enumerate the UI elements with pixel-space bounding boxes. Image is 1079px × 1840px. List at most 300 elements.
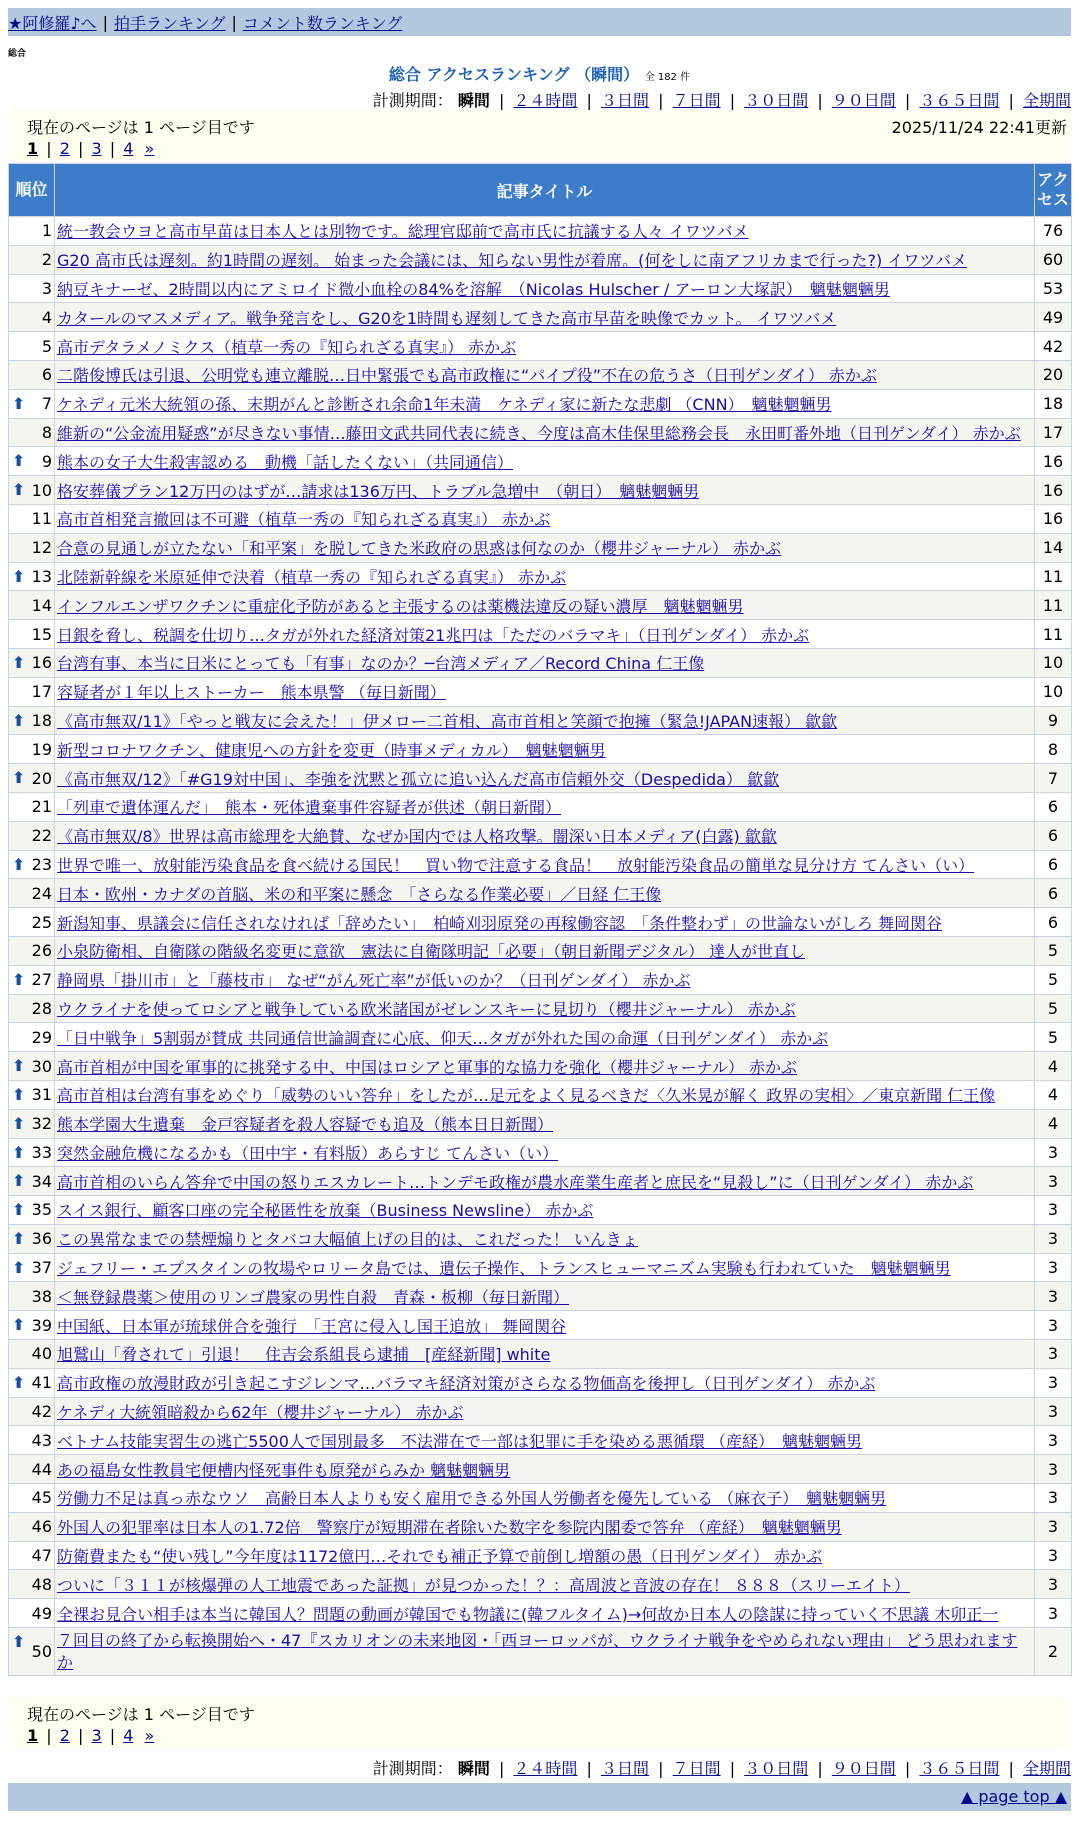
access-count: 16 (1035, 504, 1072, 533)
access-count: 18 (1035, 389, 1072, 418)
article-link[interactable]: ウクライナを使ってロシアと戦争している欧米諸国がゼレンスキーに見切り（櫻井ジャーナル） 赤かぶ (57, 999, 796, 1019)
table-row (9, 620, 1072, 649)
rank-cell (9, 1052, 55, 1081)
rank-number: 1 (41, 221, 52, 241)
table-row (9, 764, 1072, 793)
rank-cell (9, 735, 55, 764)
title-cell (55, 1282, 1035, 1311)
rank-cell (9, 1224, 55, 1253)
title-cell (55, 908, 1035, 937)
access-count: 3 (1035, 1138, 1072, 1167)
rank-number: 19 (31, 739, 52, 759)
page-link-2[interactable]: 2 (59, 1726, 70, 1745)
rank-cell (9, 1109, 55, 1138)
page-status: 現在のページは 1 ページ目です (27, 1705, 255, 1724)
title-cell (55, 965, 1035, 994)
title-cell (55, 936, 1035, 965)
rank-number: 12 (31, 538, 52, 558)
title-cell (55, 1570, 1035, 1599)
table-row (9, 1541, 1072, 1570)
article-link[interactable]: 台湾有事、本当に日米にとっても「有事」なのか？─台湾メディア／Record China 仁王像 (57, 654, 705, 674)
article-link[interactable]: 高市首相が中国を軍事的に挑発する中、中国はロシアと軍事的な協力を強化（櫻井ジャーナル） 赤かぶ (57, 1057, 797, 1077)
rank-up-arrow-icon: ⬆ (12, 1315, 26, 1335)
rank-number: 42 (31, 1402, 52, 1422)
title-cell (55, 792, 1035, 821)
table-row (9, 360, 1072, 389)
period-selector-bottom: 計測期間： 瞬間 | ２４時間 | ３日間 | ７日間 | ３０日間 | ９０日間 | ３６５日間 | 全期間 (372, 1759, 1071, 1778)
rank-number: 25 (31, 912, 52, 932)
access-count: 53 (1035, 274, 1072, 303)
rank-cell (9, 504, 55, 533)
access-count: 4 (1035, 1080, 1072, 1109)
title-cell (55, 1628, 1035, 1676)
table-row (9, 1484, 1072, 1513)
title-cell (55, 1052, 1035, 1081)
article-link[interactable]: 合意の見通しが立たない「和平案」を脱してきた米政府の思惑は何なのか（櫻井ジャーナル） 赤かぶ (57, 539, 781, 559)
article-link[interactable]: 高市政権の放漫財政が引き起こすジレンマ…バラマキ経済対策がさらなる物価高を後押し（日刊ゲンダイ） 赤かぶ (57, 1374, 876, 1394)
rank-number: 5 (41, 336, 52, 356)
rank-number: 16 (31, 653, 52, 673)
rank-number: 3 (41, 278, 52, 298)
title-cell (55, 1541, 1035, 1570)
rank-cell (9, 1455, 55, 1484)
title-cell (55, 1167, 1035, 1196)
title-cell (55, 620, 1035, 649)
rank-number: 27 (31, 970, 52, 990)
period-90d-link[interactable]: ９０日間 (831, 1759, 896, 1778)
access-count: 16 (1035, 476, 1072, 505)
article-link[interactable]: あの福島女性教員宅便槽内怪死事件も原発がらみか 魑魅魍魎男 (57, 1460, 511, 1480)
rank-number: 20 (31, 768, 52, 788)
access-count: 3 (1035, 1311, 1072, 1340)
pagination: 1 | 2 | 3 | 4 » (27, 139, 155, 158)
page-title-text: 総合 アクセスランキング （瞬間） (388, 65, 640, 84)
table-row (9, 1052, 1072, 1081)
access-count: 11 (1035, 562, 1072, 591)
access-count: 3 (1035, 1253, 1072, 1282)
rank-cell (9, 591, 55, 620)
period-30d-link[interactable]: ３０日間 (744, 91, 809, 110)
rank-number: 24 (31, 883, 52, 903)
period-7d-link[interactable]: ７日間 (672, 1759, 721, 1778)
rank-number: 38 (31, 1286, 52, 1306)
article-link[interactable]: 全裸お見合い相手は本当に韓国人？問題の動画が韓国でも物議に(韓フルタイム)→何故か日本人の陰謀に持っていく不思議 木卯正一 (57, 1604, 999, 1624)
title-cell (55, 821, 1035, 850)
rank-cell (9, 562, 55, 591)
article-link[interactable]: インフルエンザワクチンに重症化予防があると主張するのは薬機法違反の疑い濃厚 魑魅魍魎男 (57, 596, 744, 616)
rank-number: 7 (41, 394, 52, 414)
rank-number: 35 (31, 1200, 52, 1220)
article-link[interactable]: ついに「３１１が核爆弾の人工地震であった証拠」が見つかった！？：高周波と音波の存在！ ８８８（スリーエイト） (57, 1575, 910, 1595)
rank-number: 39 (31, 1315, 52, 1335)
article-link[interactable]: 《高市無双/8》世界は高市総理を大絶賛、なぜか国内では人格攻撃。闇深い日本メディア(白露) 歙歙 (57, 827, 777, 847)
rank-cell (9, 1138, 55, 1167)
table-row (9, 648, 1072, 677)
pager-panel-bottom (8, 1698, 1071, 1748)
article-link[interactable]: 維新の“公金流用疑惑”が尽きない事情…藤田文武共同代表に続き、今度は高木佳保里総務会長 永田町番外地（日刊ゲンダイ） 赤かぶ (57, 423, 1021, 443)
article-link[interactable]: 突然金融危機になるかも（田中宇・有料版）あらすじ てんさい（い） (57, 1143, 559, 1163)
table-row (9, 908, 1072, 937)
article-link[interactable]: 外国人の犯罪率は日本人の1.72倍 警察庁が短期滞在者除いた数字を参院内閣委で答弁 （産経） 魑魅魍魎男 (57, 1518, 842, 1538)
access-count: 60 (1035, 245, 1072, 274)
rank-number: 46 (31, 1517, 52, 1537)
rank-cell (9, 994, 55, 1023)
rank-cell (9, 936, 55, 965)
access-count: 6 (1035, 792, 1072, 821)
access-count: 16 (1035, 447, 1072, 476)
table-row (9, 476, 1072, 505)
article-link[interactable]: 《高市無双/11》「やっと戦友に会えた！」伊メロー二首相、高市首相と笑顔で抱擁（緊急!JAPAN速報） 歙歙 (57, 711, 838, 731)
access-count: 3 (1035, 1340, 1072, 1369)
title-cell (55, 1138, 1035, 1167)
rank-cell (9, 792, 55, 821)
rank-cell (9, 908, 55, 937)
period-90d-link[interactable]: ９０日間 (831, 91, 896, 110)
page-next-link[interactable]: » (144, 139, 155, 158)
rank-cell (9, 1340, 55, 1369)
article-link[interactable]: 「日中戦争」5割弱が賛成 共同通信世論調査に心底、仰天…タガが外れた国の命運（日刊ゲンダイ） 赤かぶ (57, 1028, 829, 1048)
rank-up-arrow-icon: ⬆ (12, 710, 26, 730)
header-access: アクセス (1035, 164, 1072, 217)
rank-number: 34 (31, 1171, 52, 1191)
table-row (9, 1196, 1072, 1225)
rank-cell (9, 303, 55, 332)
title-cell (55, 1196, 1035, 1225)
table-row (9, 303, 1072, 332)
title-cell (55, 1253, 1035, 1282)
top-nav-bar (8, 8, 1071, 36)
table-row (9, 217, 1072, 246)
rank-up-arrow-icon: ⬆ (12, 1632, 26, 1652)
rank-cell (9, 1023, 55, 1052)
access-count: 3 (1035, 1599, 1072, 1628)
period-3d-link[interactable]: ３日間 (601, 91, 650, 110)
rank-cell (9, 1368, 55, 1397)
access-count: 10 (1035, 677, 1072, 706)
period-current: 瞬間 (457, 1759, 490, 1778)
table-row (9, 1570, 1072, 1599)
rank-cell (9, 1541, 55, 1570)
rank-number: 30 (31, 1056, 52, 1076)
rank-number: 48 (31, 1574, 52, 1594)
period-all-link[interactable]: 全期間 (1022, 91, 1071, 110)
article-link[interactable]: 熊本学園大生遺棄 金戸容疑者を殺人容疑でも追及（熊本日日新聞） (57, 1115, 554, 1135)
rank-cell (9, 1426, 55, 1455)
period-selector-top: 計測期間： 瞬間 | ２４時間 | ３日間 | ７日間 | ３０日間 | ９０日間 | ３６５日間 | 全期間 (372, 91, 1071, 110)
title-cell (55, 389, 1035, 418)
period-all-link[interactable]: 全期間 (1022, 1759, 1071, 1778)
rank-number: 43 (31, 1430, 52, 1450)
table-row (9, 1455, 1072, 1484)
pagination: 1 | 2 | 3 | 4 » (27, 1726, 155, 1745)
rank-cell (9, 648, 55, 677)
article-link[interactable]: 容疑者が１年以上ストーカー 熊本県警 （毎日新聞） (57, 683, 446, 703)
rank-cell (9, 620, 55, 649)
rank-number: 21 (31, 797, 52, 817)
title-cell (55, 677, 1035, 706)
access-count: 3 (1035, 1282, 1072, 1311)
page-current: 1 (27, 139, 39, 158)
access-count: 6 (1035, 821, 1072, 850)
title-cell (55, 303, 1035, 332)
rank-number: 23 (31, 854, 52, 874)
article-link[interactable]: 中国紙、日本軍が琉球併合を強行 「王宮に侵入し国王追放」 舞岡関谷 (57, 1316, 567, 1336)
access-count: 5 (1035, 1023, 1072, 1052)
article-link[interactable]: 高市首相発言撤回は不可避（植草一秀の『知られざる真実』） 赤かぶ (57, 510, 551, 530)
table-row (9, 1311, 1072, 1340)
table-row (9, 1282, 1072, 1311)
title-cell (55, 1397, 1035, 1426)
rank-number: 10 (31, 480, 52, 500)
rank-number: 45 (31, 1488, 52, 1508)
table-header-row (9, 164, 1072, 217)
table-row (9, 274, 1072, 303)
table-row (9, 533, 1072, 562)
period-24h-link[interactable]: ２４時間 (513, 1759, 578, 1778)
article-link[interactable]: 高市首相は台湾有事をめぐり「威勢のいい答弁」をしたが…足元をよく見るべきだ〈久米晃が解く 政界の実相〉／東京新聞 仁王像 (57, 1086, 996, 1106)
article-link[interactable]: 新型コロナワクチン、健康児への方針を変更（時事メディカル） 魑魅魍魎男 (57, 740, 606, 760)
page-link-3[interactable]: 3 (91, 1726, 102, 1745)
rank-number: 14 (31, 595, 52, 615)
title-cell (55, 217, 1035, 246)
table-row (9, 1138, 1072, 1167)
article-link[interactable]: 労働力不足は真っ赤なウソ 高齢日本人よりも安く雇用できる外国人労働者を優先している （麻衣子） 魑魅魍魎男 (57, 1489, 887, 1509)
access-count: 5 (1035, 965, 1072, 994)
footer-bar (8, 1783, 1071, 1811)
title-cell (55, 1368, 1035, 1397)
article-link[interactable]: 「列車で遺体運んだ」 熊本・死体遺棄事件容疑者が供述（朝日新聞） (57, 798, 562, 818)
period-7d-link[interactable]: ７日間 (672, 91, 721, 110)
article-link[interactable]: 日銀を脅し、税調を仕切り…タガが外れた経済対策21兆円は「ただのバラマキ」（日刊ゲンダイ） 赤かぶ (57, 625, 810, 645)
page-next-link[interactable]: » (144, 1726, 155, 1745)
rank-cell (9, 821, 55, 850)
rank-number: 26 (31, 941, 52, 961)
item-count: 全 182 件 (644, 72, 691, 83)
rank-up-arrow-icon: ⬆ (12, 969, 26, 989)
update-timestamp: 2025/11/24 22:41更新 (891, 118, 1067, 137)
table-row (9, 447, 1072, 476)
table-row (9, 1368, 1072, 1397)
title-cell (55, 994, 1035, 1023)
rank-number: 44 (31, 1459, 52, 1479)
access-count: 8 (1035, 735, 1072, 764)
title-cell (55, 1224, 1035, 1253)
table-row (9, 245, 1072, 274)
rank-number: 49 (31, 1603, 52, 1623)
article-link[interactable]: 納豆キナーゼ、2時間以内にアミロイド微小血栓の84%を溶解 （Nicolas Hulscher / アーロン大塚訳） 魑魅魍魎男 (57, 279, 890, 299)
rank-number: 8 (41, 422, 52, 442)
table-row (9, 1023, 1072, 1052)
access-count: 10 (1035, 648, 1072, 677)
rank-cell (9, 1167, 55, 1196)
table-row (9, 1253, 1072, 1282)
page-link-4[interactable]: 4 (123, 139, 134, 158)
access-count: 3 (1035, 1512, 1072, 1541)
table-row (9, 332, 1072, 361)
access-count: 42 (1035, 332, 1072, 361)
period-24h-link[interactable]: ２４時間 (513, 91, 578, 110)
article-link[interactable]: 防衛費またも“使い残し”今年度は1172億円…それでも補正予算で前倒し増額の愚（日刊ゲンダイ） 赤かぶ (57, 1547, 823, 1567)
title-cell (55, 274, 1035, 303)
table-row (9, 792, 1072, 821)
title-cell (55, 591, 1035, 620)
access-count: 14 (1035, 533, 1072, 562)
access-count: 7 (1035, 764, 1072, 793)
rank-number: 2 (41, 250, 52, 270)
article-link[interactable]: ベトナム技能実習生の逃亡5500人で国別最多 不法滞在で一部は犯罪に手を染める悪循環 （産経） 魑魅魍魎男 (57, 1431, 863, 1451)
title-cell (55, 879, 1035, 908)
article-link[interactable]: 世界で唯一、放射能汚染食品を食べ続ける国民！ 買い物で注意する食品！ 放射能汚染食品の簡単な見分け方 てんさい（い） (57, 855, 975, 875)
access-count: 11 (1035, 591, 1072, 620)
rank-up-arrow-icon: ⬆ (12, 652, 26, 672)
access-count: 11 (1035, 620, 1072, 649)
period-label: 計測期間： (372, 91, 453, 110)
table-row (9, 677, 1072, 706)
article-link[interactable]: ケネディ大統領暗殺から62年（櫻井ジャーナル） 赤かぶ (57, 1403, 464, 1423)
access-count: 3 (1035, 1167, 1072, 1196)
rank-number: 29 (31, 1027, 52, 1047)
applause-ranking-link[interactable]: 拍手ランキング (113, 13, 226, 33)
table-row (9, 879, 1072, 908)
home-link[interactable]: ★阿修羅♪へ (8, 13, 97, 33)
article-link[interactable]: この異常なまでの禁煙煽りとタバコ大幅値上げの目的は、これだった！ いんきょ (57, 1230, 638, 1250)
table-row (9, 1426, 1072, 1455)
title-cell (55, 245, 1035, 274)
rank-cell (9, 245, 55, 274)
page-link-2[interactable]: 2 (59, 139, 70, 158)
nav-separator: | (102, 12, 108, 32)
rank-number: 31 (31, 1085, 52, 1105)
table-row (9, 706, 1072, 735)
page-status: 現在のページは 1 ページ目です (27, 118, 255, 137)
article-link[interactable]: 日本・欧州・カナダの首脳、米の和平案に懸念 「さらなる作業必要」／日経 仁王像 (57, 884, 662, 904)
rank-cell (9, 1484, 55, 1513)
rank-up-arrow-icon: ⬆ (12, 1142, 26, 1162)
title-cell (55, 735, 1035, 764)
rank-cell (9, 1599, 55, 1628)
article-link[interactable]: カタールのマスメディア。戦争発言をし、G20を1時間も遅刻してきた高市早苗を映像でカット。 イワツバメ (57, 308, 837, 328)
table-row (9, 1599, 1072, 1628)
rank-cell (9, 1282, 55, 1311)
title-cell (55, 1080, 1035, 1109)
rank-cell (9, 879, 55, 908)
rank-number: 18 (31, 710, 52, 730)
header-title: 記事タイトル (55, 164, 1035, 217)
access-count: 3 (1035, 1426, 1072, 1455)
article-link[interactable]: 静岡県「掛川市」と「藤枝市」 なぜ“がん死亡率”が低いのか？（日刊ゲンダイ） 赤かぶ (57, 971, 691, 991)
rank-cell (9, 476, 55, 505)
title-cell (55, 476, 1035, 505)
article-link[interactable]: 統一教会ウヨと高市早苗は日本人とは別物です。総理官邸前で高市氏に抗議する人々 イワツバメ (57, 222, 749, 242)
access-count: 3 (1035, 1368, 1072, 1397)
rank-number: 28 (31, 998, 52, 1018)
table-row (9, 1080, 1072, 1109)
article-link[interactable]: 熊本の女子大生殺害認める 動機「話したくない」（共同通信） (57, 452, 514, 472)
article-link[interactable]: 旭鷲山「脅されて」引退！ 住吉会系組長ら逮捕 [産経新聞] white (57, 1345, 551, 1365)
table-row (9, 1628, 1072, 1676)
rank-number: 41 (31, 1373, 52, 1393)
article-link[interactable]: ＜無登録農薬＞使用のリンゴ農家の男性自殺 青森・板柳（毎日新聞） (57, 1287, 570, 1307)
rank-number: 50 (31, 1642, 52, 1662)
title-cell (55, 562, 1035, 591)
article-link[interactable]: 高市首相のいらん答弁で中国の怒りエスカレート…トンデモ政権が農水産業生産者と庶民を“見殺し”に（日刊ゲンダイ） 赤かぶ (57, 1172, 974, 1192)
rank-cell (9, 764, 55, 793)
rank-up-arrow-icon: ⬆ (12, 854, 26, 874)
period-365d-link[interactable]: ３６５日間 (919, 91, 1000, 110)
rank-cell (9, 533, 55, 562)
article-link[interactable]: 高市デタラメノミクス（植草一秀の『知られざる真実』） 赤かぶ (57, 337, 517, 357)
rank-up-arrow-icon: ⬆ (12, 566, 26, 586)
rank-up-arrow-icon: ⬆ (12, 1084, 26, 1104)
period-3d-link[interactable]: ３日間 (601, 1759, 650, 1778)
rank-cell (9, 1196, 55, 1225)
article-link[interactable]: 二階俊博氏は引退、公明党も連立離脱…日中緊張でも高市政権に“パイプ役”不在の危うさ（日刊ゲンダイ） 赤かぶ (57, 366, 877, 386)
rank-cell (9, 217, 55, 246)
page-top-link[interactable]: ▲ page top ▲ (960, 1787, 1067, 1806)
access-count: 3 (1035, 1196, 1072, 1225)
rank-up-arrow-icon: ⬆ (12, 1056, 26, 1076)
title-cell (55, 1484, 1035, 1513)
article-link[interactable]: 新潟知事、県議会に信任されなければ「辞めたい」 柏崎刈羽原発の再稼働容認 「条件整わず」の世論ないがしろ 舞岡関谷 (57, 913, 943, 933)
category-label: 総合 (8, 49, 27, 59)
title-cell (55, 1599, 1035, 1628)
access-count: 3 (1035, 1397, 1072, 1426)
title-cell (55, 533, 1035, 562)
rank-cell (9, 1311, 55, 1340)
article-link[interactable]: 北陸新幹線を米原延伸で決着（植草一秀の『知られざる真実』） 赤かぶ (57, 567, 567, 587)
rank-up-arrow-icon: ⬆ (12, 1228, 26, 1248)
table-row (9, 994, 1072, 1023)
title-cell (55, 1109, 1035, 1138)
access-count: 3 (1035, 1570, 1072, 1599)
page-link-4[interactable]: 4 (123, 1726, 134, 1745)
article-link[interactable]: 小泉防衛相、自衛隊の階級名変更に意欲 憲法に自衛隊明記「必要」（朝日新聞デジタル） 達人が世直し (57, 942, 806, 962)
rank-number: 6 (41, 365, 52, 385)
title-cell (55, 1311, 1035, 1340)
rank-number: 37 (31, 1258, 52, 1278)
title-cell (55, 1426, 1035, 1455)
article-link[interactable]: G20 高市氏は遅刻。約1時間の遅刻。 始まった会議には、知らない男性が着席。(何をしに南アフリカまで行った?) イワツバメ (57, 251, 968, 271)
article-link[interactable]: ケネディ元米大統領の孫、末期がんと診断され余命1年未満 ケネディ家に新たな悲劇 （CNN） 魑魅魍魎男 (57, 395, 832, 415)
rank-cell (9, 1253, 55, 1282)
rank-number: 11 (31, 509, 52, 529)
title-cell (55, 706, 1035, 735)
rank-number: 33 (31, 1142, 52, 1162)
comment-ranking-link[interactable]: コメント数ランキング (242, 13, 403, 33)
access-count: 3 (1035, 1484, 1072, 1513)
period-30d-link[interactable]: ３０日間 (744, 1759, 809, 1778)
table-row (9, 591, 1072, 620)
rank-cell (9, 332, 55, 361)
page-current: 1 (27, 1726, 39, 1745)
ranking-table (8, 163, 1072, 1676)
page-link-3[interactable]: 3 (91, 139, 102, 158)
article-link[interactable]: ジェフリー・エプスタインの牧場やロリータ島では、遺伝子操作、トランスヒューマニズム実験も行われていた 魑魅魍魎男 (57, 1259, 951, 1279)
title-cell (55, 1340, 1035, 1369)
period-365d-link[interactable]: ３６５日間 (919, 1759, 1000, 1778)
title-cell (55, 504, 1035, 533)
article-link[interactable]: 格安葬儀プラン12万円のはずが…請求は136万円、トラブル急増中 （朝日） 魑魅魍魎男 (57, 481, 700, 501)
access-count: 9 (1035, 706, 1072, 735)
table-row (9, 562, 1072, 591)
rank-up-arrow-icon: ⬆ (12, 1372, 26, 1392)
article-link[interactable]: スイス銀行、顧客口座の完全秘匿性を放棄（Business Newsline） 赤かぶ (57, 1201, 594, 1221)
table-row (9, 735, 1072, 764)
access-count: 49 (1035, 303, 1072, 332)
article-link[interactable]: 《高市無双/12》「#G19対中国」、李強を沈黙と孤立に追い込んだ高市信頼外交（Despedida） 歙歙 (57, 769, 780, 789)
article-link[interactable]: ７回目の終了から転換開始へ・47『スカリオンの未来地図・「西ヨーロッパが、ウクライナ戦争をやめられない理由」 どう思われますか (57, 1630, 1018, 1672)
table-row (9, 936, 1072, 965)
